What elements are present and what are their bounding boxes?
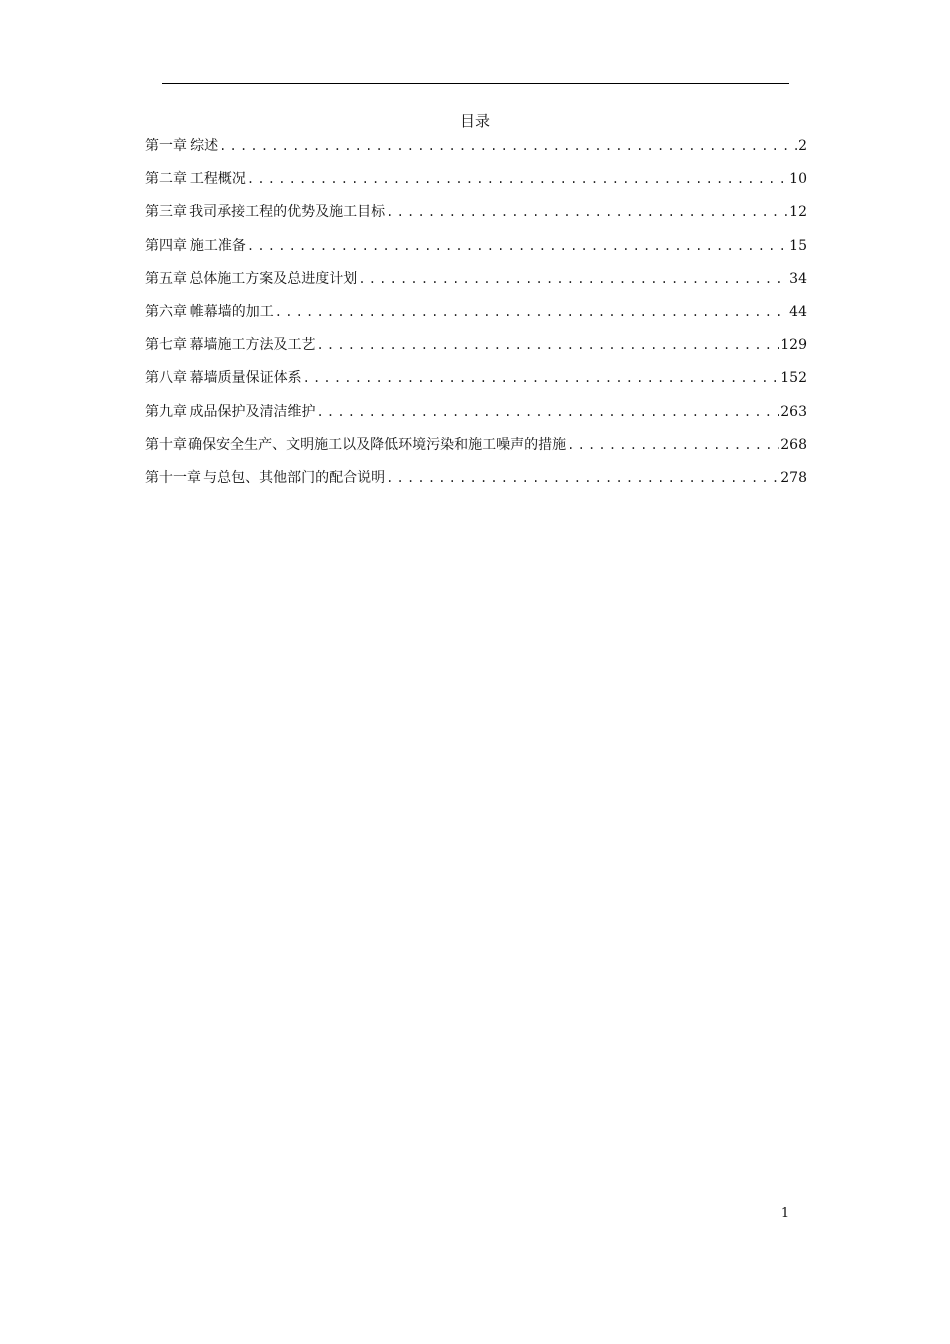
toc-page-number: 34 [789, 270, 807, 287]
toc-leader-dots [386, 202, 788, 222]
toc-page-number: 129 [780, 337, 807, 354]
toc-leader-dots [303, 368, 780, 388]
toc-page-number: 12 [789, 204, 807, 221]
toc-entry[interactable] [145, 468, 807, 501]
toc-chapter-title: 工程概况 [189, 171, 246, 188]
toc-chapter-title: 施工准备 [189, 237, 246, 254]
toc-chapter-number: 第十章 [145, 436, 187, 453]
toc-chapter-number: 第五章 [145, 270, 187, 287]
toc-entry[interactable] [145, 368, 807, 401]
toc-chapter-number: 第三章 [145, 204, 187, 221]
toc-page-number: 15 [789, 237, 807, 254]
toc-page-number: 268 [780, 436, 807, 453]
toc-leader-dots [317, 402, 780, 422]
toc-chapter-number: 第二章 [145, 171, 187, 188]
toc-chapter-number: 第一章 [145, 138, 187, 154]
toc-entry[interactable] [145, 169, 807, 202]
toc-chapter-title: 总体施工方案及总进度计划 [189, 270, 358, 287]
toc-chapter-number: 第六章 [145, 303, 187, 320]
toc-leader-dots [358, 269, 788, 289]
toc-chapter-title: 帷幕墙的加工 [189, 303, 274, 320]
toc-page-number: 152 [780, 370, 807, 387]
toc-chapter-title: 成品保护及清洁维护 [189, 403, 316, 420]
toc-page-number: 44 [789, 303, 807, 320]
toc-title: 目录 [459, 112, 490, 130]
toc-entry[interactable] [145, 435, 807, 468]
toc-entry[interactable] [145, 269, 807, 302]
toc-entry[interactable] [145, 335, 807, 368]
toc-leader-dots [275, 302, 788, 322]
toc-page-number: 10 [789, 171, 807, 188]
toc-chapter-number: 第十一章 [145, 469, 201, 486]
toc-chapter-number: 第四章 [145, 237, 187, 254]
toc-page-number: 2 [798, 138, 807, 154]
toc-leader-dots [247, 169, 788, 189]
toc-leader-dots [317, 335, 780, 355]
toc-entry[interactable] [145, 402, 807, 435]
toc-leader-dots [567, 435, 779, 455]
toc-chapter-title: 幕墙质量保证体系 [189, 370, 302, 387]
toc-leader-dots [247, 236, 788, 256]
toc-chapter-number: 第九章 [145, 403, 187, 420]
header-rule [162, 83, 789, 84]
toc-entry[interactable] [145, 202, 807, 235]
toc-chapter-title: 幕墙施工方法及工艺 [189, 337, 316, 354]
page-number: 1 [780, 1206, 790, 1221]
toc-entry[interactable] [145, 236, 807, 269]
toc-chapter-number: 第八章 [145, 370, 187, 387]
toc-entry[interactable] [145, 136, 807, 169]
toc-entry[interactable] [145, 302, 807, 335]
toc-chapter-title: 确保安全生产、文明施工以及降低环境污染和施工噪声的措施 [188, 436, 567, 453]
table-of-contents [145, 136, 807, 501]
toc-page-number: 278 [780, 469, 807, 486]
toc-chapter-title: 与总包、其他部门的配合说明 [203, 469, 386, 486]
toc-leader-dots [386, 468, 779, 488]
toc-chapter-title: 我司承接工程的优势及施工目标 [189, 204, 386, 221]
toc-leader-dots [219, 136, 797, 156]
toc-chapter-number: 第七章 [145, 337, 187, 354]
toc-chapter-title: 综述 [190, 138, 219, 154]
toc-page-number: 263 [780, 403, 807, 420]
